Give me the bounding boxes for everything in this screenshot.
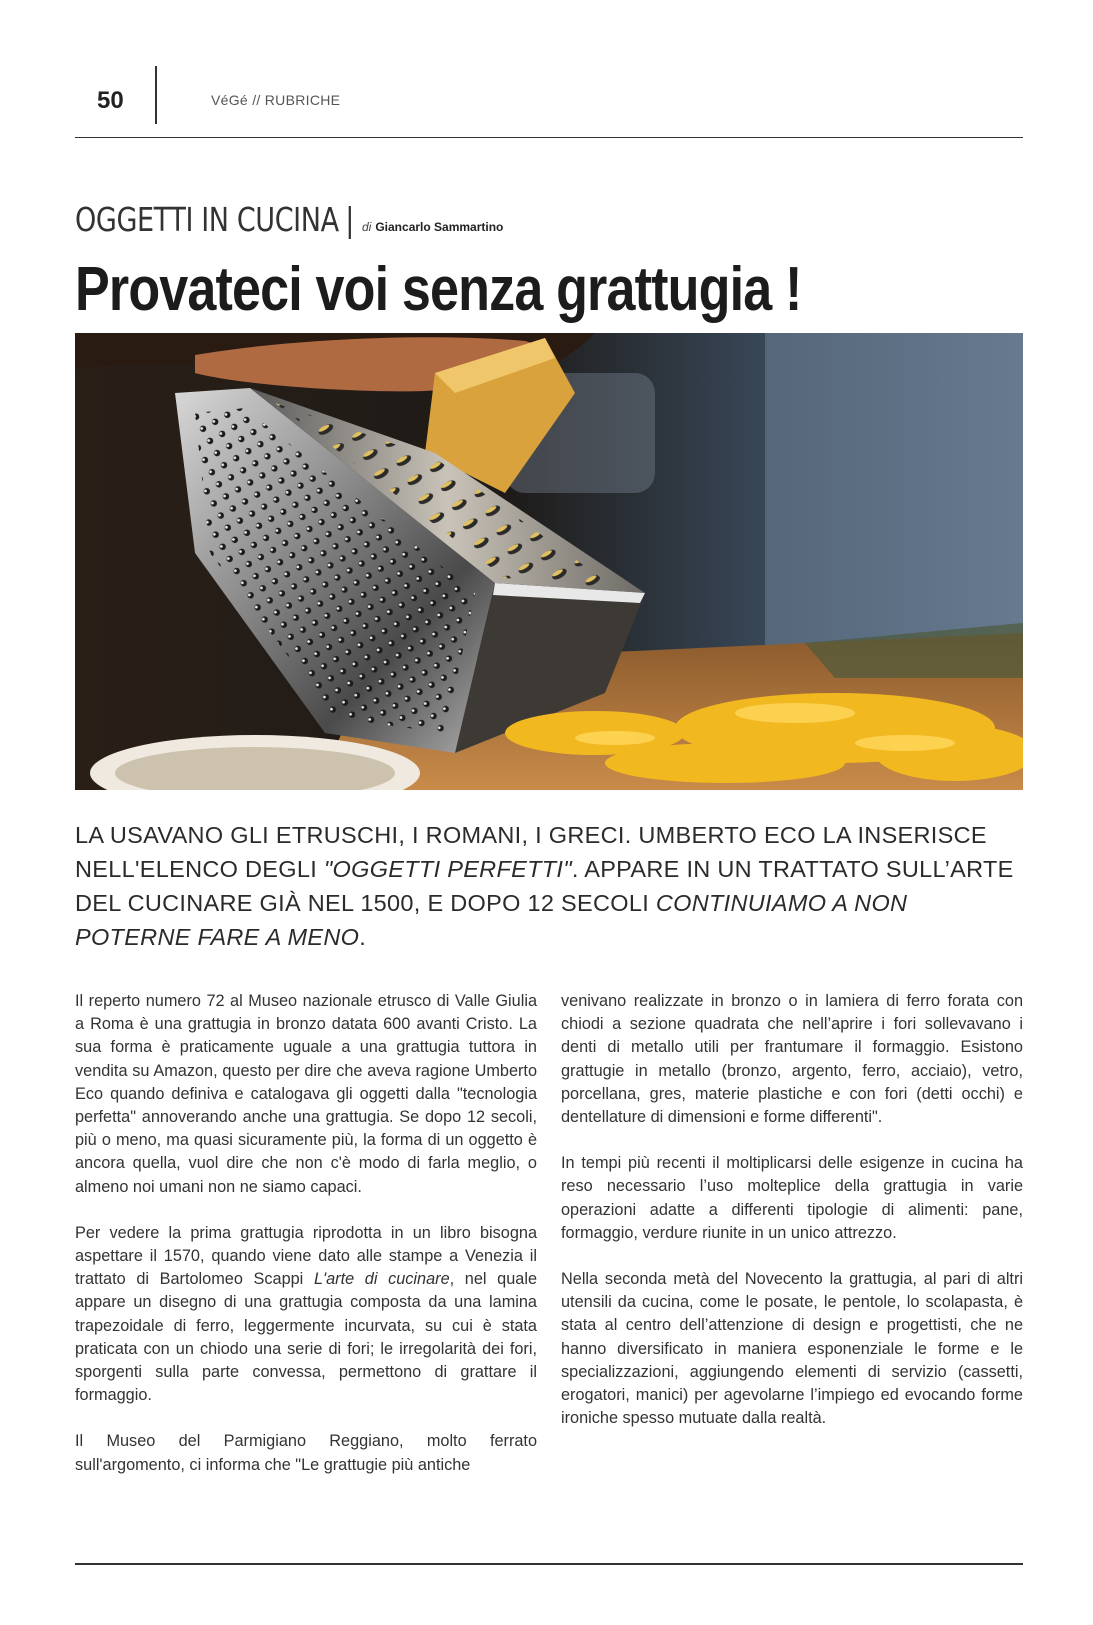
article-title: Provateci voi senza grattugia ! bbox=[75, 255, 802, 324]
paragraph: Il reperto numero 72 al Museo nazionale etrusco di Valle Giulia a Roma è una grattugia in bronzo datata 600 avanti Cristo. La sua forma è praticamente uguale a una grattugia tuttora in vendita su Amazon, questo per dire che aveva ragione Umberto Eco quando definiva e catalogava gli oggetti dalla "tecnologia perfetta" annoverando anche una grattugia. Se dopo 12 secoli, più o meno, ma quasi sicuramente più, la forma di un oggetto è ancora quella, vuol dire che non c'è modo di farla meglio, o almeno noi umani non ne siamo capaci. bbox=[75, 992, 537, 1196]
page-header bbox=[75, 62, 1023, 138]
lead-part-1: LA USAVANO GLI ETRUSCHI, I ROMANI, I GRECI. UMBERTO ECO LA INSERISCE NELL'ELENCO DEGLI bbox=[75, 822, 987, 882]
section-name: VéGé // RUBRICHE bbox=[211, 92, 341, 108]
author-name: Giancarlo Sammartino bbox=[375, 220, 504, 234]
page-number: 50 bbox=[97, 87, 124, 114]
book-title: L'arte di cucinare bbox=[313, 1270, 450, 1289]
lead-part-2: . APPARE IN UN TRATTATO SULL’ARTE DEL CUCINARE GIÀ NEL 1500, E DOPO 12 SECOLI bbox=[75, 856, 1014, 916]
paragraph: Il Museo del Parmigiano Reggiano, molto ferrato sull'argomento, ci informa che "Le grattugie più antiche bbox=[75, 1432, 537, 1474]
kicker-text: OGGETTI IN CUCINA bbox=[75, 200, 339, 239]
lead-italic-1: "OGGETTI PERFETTI" bbox=[323, 856, 572, 882]
paragraph: venivano realizzate in bronzo o in lamiera di ferro forata con chiodi a sezione quadrata che nell’aprire i fori sollevavano i denti di metallo utili per frantumare il formaggio. Esistono grattugie in metallo (bronzo, argento, ferro, acciaio), vetro, porcellana, gres, materie plastiche e con fori (detti occhi) e dentellature di dimensioni e forme differenti". bbox=[561, 992, 1023, 1127]
lead-italic-2: CONTINUIAMO A NON POTERNE FARE A MENO bbox=[75, 890, 908, 950]
body-column-left bbox=[75, 990, 537, 1500]
hero-photo bbox=[75, 333, 1023, 790]
kicker-separator: | bbox=[345, 200, 354, 239]
grater-photo-illustration bbox=[75, 333, 1023, 790]
lead-part-3: . bbox=[359, 924, 367, 950]
paragraph: Nella seconda metà del Novecento la grattugia, al pari di altri utensili da cucina, come le posate, le pentole, lo scolapasta, è stata al centro dell’attenzione di design e progettisti, che ne hanno diversificato in maniera esponenziale le forme e le specializzazioni, aggiungendo elementi di servizio (cassetti, erogatori, manici) per agevolarne l’impiego ed evocando forme ironiche spesso mutuate dalla realtà. bbox=[561, 1270, 1023, 1428]
header-divider bbox=[155, 66, 157, 124]
article-lead bbox=[75, 818, 1025, 954]
byline-prefix: di bbox=[362, 220, 372, 234]
byline bbox=[362, 220, 503, 234]
paragraph: In tempi più recenti il moltiplicarsi delle esigenze in cucina ha reso necessario l’uso molteplice della grattugia in varie operazioni adatte a differenti tipologie di alimenti: pane, formaggio, verdure riunite in un unico attrezzo. bbox=[561, 1154, 1023, 1242]
article-kicker bbox=[75, 200, 354, 239]
paragraph-text: Per vedere la prima grattugia riprodotta in un libro bisogna aspettare il 1570, quando viene dato alle stampe a Venezia il trattato di Bartolomeo Scappi bbox=[75, 1223, 537, 1289]
paragraph bbox=[75, 1222, 537, 1408]
footer-divider bbox=[75, 1563, 1023, 1565]
paragraph-text: , nel quale appare un disegno di una grattugia composta da una lamina trapezoidale di ferro, leggermente incurvata, su cui è stata praticata con un chiodo una serie di fori; le irregolarità dei fori, sporgenti sulla parte convessa, permettono di grattare il formaggio. bbox=[75, 1270, 537, 1405]
body-column-right bbox=[561, 990, 1023, 1453]
